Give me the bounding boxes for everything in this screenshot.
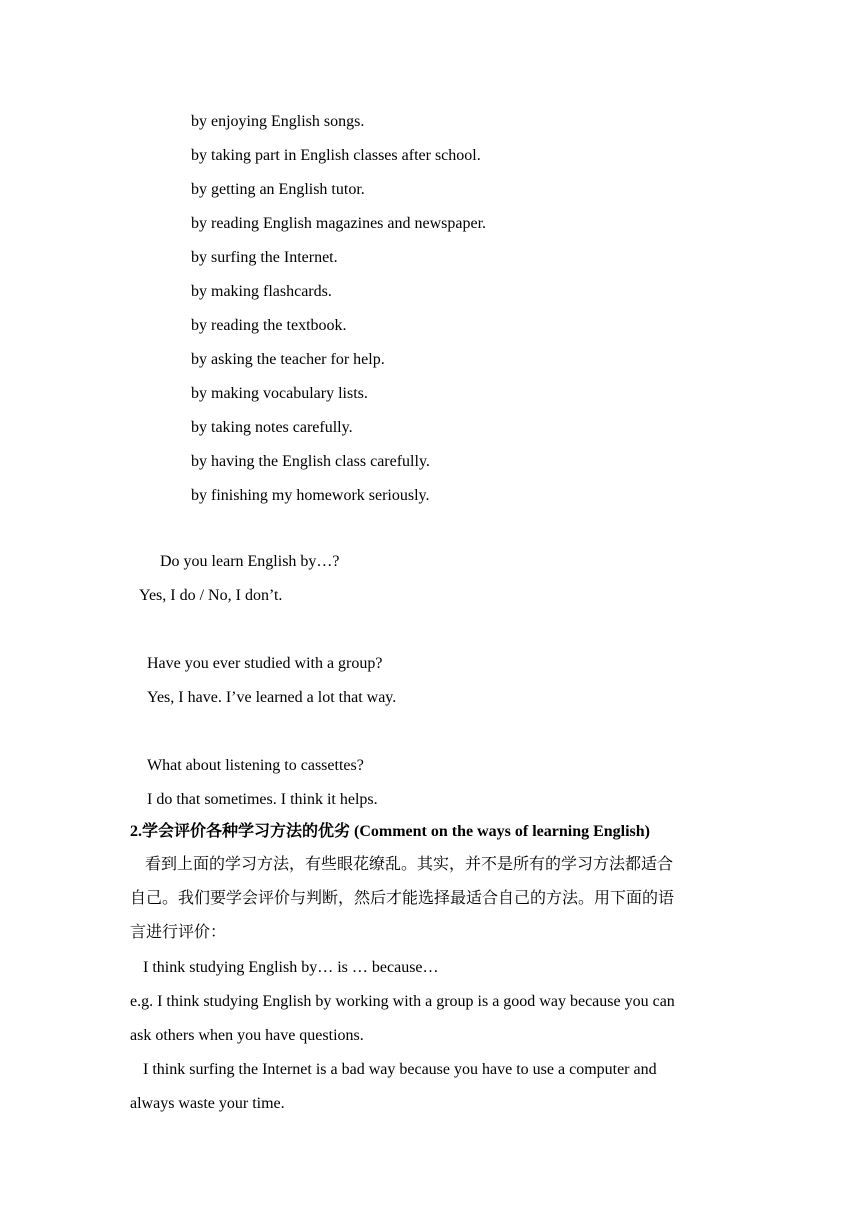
method-item: by getting an English tutor. [191,181,365,198]
method-item: by enjoying English songs. [191,113,365,130]
dialog-answer: I do that sometimes. I think it helps. [147,791,378,808]
method-item: by reading the textbook. [191,317,347,334]
dialog-question: Do you learn English by…? [160,553,340,570]
method-item: by making flashcards. [191,283,332,300]
method-item: by surfing the Internet. [191,249,338,266]
dialog-question: What about listening to cassettes? [147,757,364,774]
method-item: by taking part in English classes after school. [191,147,481,164]
method-item: by taking notes carefully. [191,419,353,436]
example-line: I think surfing the Internet is a bad way because you have to use a computer and [143,1061,657,1078]
method-item: by asking the teacher for help. [191,351,385,368]
method-item: by making vocabulary lists. [191,385,368,402]
method-item: by reading English magazines and newspaper. [191,215,487,232]
example-line: e.g. I think studying English by working with a group is a good way because you can [130,993,675,1010]
section-intro-line: 看到上面的学习方法，有些眼花缭乱。其实，并不是所有的学习方法都适合 [145,856,674,873]
section-heading: 2.学会评价各种学习方法的优劣 (Comment on the ways of learning English) [130,823,651,840]
sentence-pattern: I think studying English by… is … because… [143,959,439,976]
method-item: by having the English class carefully. [191,453,430,470]
dialog-answer: Yes, I do / No, I don’t. [139,587,283,604]
dialog-answer: Yes, I have. I’ve learned a lot that way. [147,689,397,706]
example-line: always waste your time. [130,1095,285,1112]
example-line: ask others when you have questions. [130,1027,364,1044]
dialog-question: Have you ever studied with a group? [147,655,383,672]
section-intro-line: 言进行评价： [130,924,227,941]
section-intro-line: 自己。我们要学会评价与判断，然后才能选择最适合自己的方法。用下面的语 [130,890,675,907]
method-item: by finishing my homework seriously. [191,487,430,504]
